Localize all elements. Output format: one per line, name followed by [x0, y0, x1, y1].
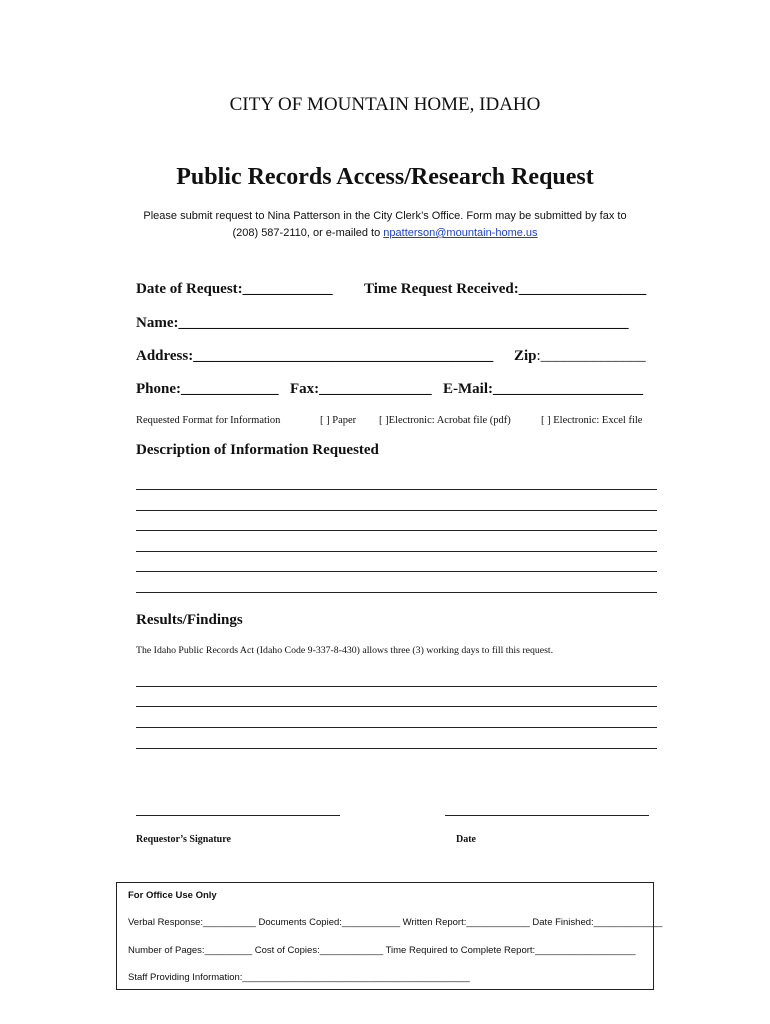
- results-line[interactable]: [136, 706, 657, 707]
- form-title: Public Records Access/Research Request: [176, 164, 594, 190]
- time-received-field[interactable]: Time Request Received:_________________: [364, 281, 647, 297]
- email-link[interactable]: npatterson@mountain-home.us: [383, 227, 538, 239]
- name-field[interactable]: Name:____________________________________________________________: [136, 315, 629, 331]
- date-line[interactable]: [445, 815, 649, 816]
- paper-checkbox[interactable]: [ ] Paper: [320, 415, 357, 426]
- format-label: Requested Format for Information: [136, 415, 281, 426]
- pdf-checkbox[interactable]: [ ]Electronic: Acrobat file (pdf): [379, 415, 511, 426]
- zip-blank: :______________: [536, 348, 646, 364]
- instructions-line-2-text: (208) 587-2110, or e-mailed to: [232, 227, 384, 239]
- description-heading: Description of Information Requested: [136, 442, 379, 458]
- description-line[interactable]: [136, 510, 657, 511]
- results-line[interactable]: [136, 686, 657, 687]
- description-line[interactable]: [136, 530, 657, 531]
- date-label: Date: [456, 834, 476, 845]
- instructions-line-1: Please submit request to Nina Patterson in the City Clerk’s Office. Form may be submitted by fax to: [143, 210, 627, 222]
- office-use-title: For Office Use Only: [128, 890, 217, 901]
- office-line-1[interactable]: Verbal Response:__________ Documents Copied:___________ Written Report:____________ Date Finished:_____________: [128, 917, 663, 928]
- description-line[interactable]: [136, 592, 657, 593]
- description-line[interactable]: [136, 489, 657, 490]
- address-field[interactable]: Address:________________________________________: [136, 348, 494, 364]
- date-of-request-field[interactable]: Date of Request:____________: [136, 281, 333, 297]
- city-name: CITY OF MOUNTAIN HOME, IDAHO: [229, 94, 541, 115]
- results-note: The Idaho Public Records Act (Idaho Code 9-337-8-430) allows three (3) working days to fill this request.: [136, 645, 554, 656]
- office-use-box: [116, 882, 663, 990]
- description-line[interactable]: [136, 571, 657, 572]
- zip-field[interactable]: [514, 348, 646, 365]
- fax-field[interactable]: Fax:_______________: [290, 381, 432, 397]
- instructions-line-2: [0, 225, 770, 242]
- instructions: [0, 208, 770, 242]
- office-line-3[interactable]: Staff Providing Information:___________________________________________: [128, 972, 470, 983]
- zip-label: Zip: [514, 348, 537, 364]
- signature-label: Requestor’s Signature: [136, 834, 231, 845]
- results-heading: Results/Findings: [136, 612, 243, 628]
- results-line[interactable]: [136, 748, 657, 749]
- excel-checkbox[interactable]: [ ] Electronic: Excel file: [541, 415, 643, 426]
- email-field[interactable]: E-Mail:____________________: [443, 381, 643, 397]
- results-line[interactable]: [136, 727, 657, 728]
- description-line[interactable]: [136, 551, 657, 552]
- office-line-2[interactable]: Number of Pages:_________ Cost of Copies:____________ Time Required to Complete Report:___________________: [128, 945, 636, 956]
- signature-line[interactable]: [136, 815, 340, 816]
- phone-field[interactable]: Phone:_____________: [136, 381, 279, 397]
